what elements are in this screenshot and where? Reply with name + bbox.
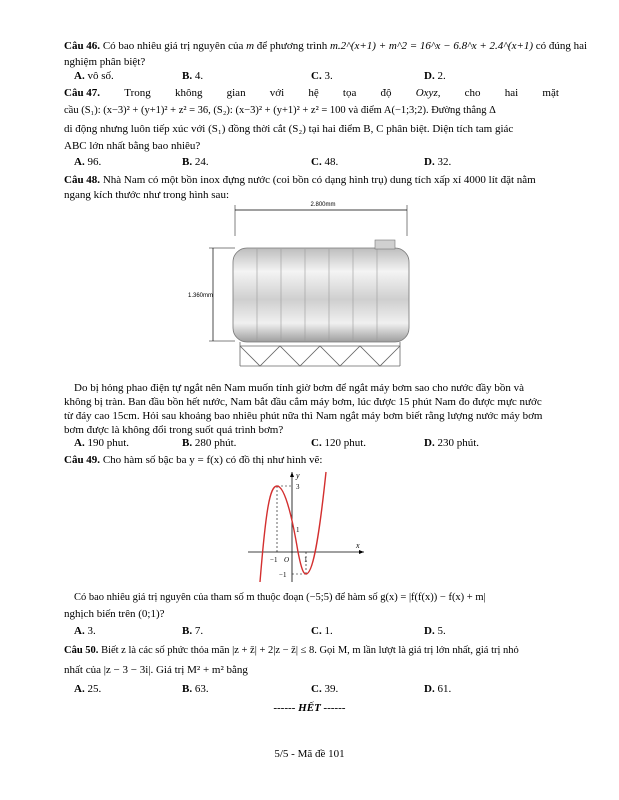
cubic-function-graph xyxy=(240,468,370,586)
q46-text1: Có bao nhiêu giá trị nguyên của xyxy=(102,40,244,52)
function-curve xyxy=(260,472,326,582)
q46-option-a[interactable]: A. vô số. xyxy=(74,70,114,82)
tick-y-3: 3 xyxy=(296,483,300,491)
q50-option-c[interactable]: C. 39. xyxy=(311,683,339,695)
q49-option-a[interactable]: A. 3. xyxy=(74,625,96,637)
q46-head: Câu 46. xyxy=(64,40,101,52)
q46-line1 xyxy=(64,39,588,53)
q47-word: độ xyxy=(380,87,392,99)
q47-word: Oxyz, xyxy=(415,87,441,99)
q48-para3: từ đáy cao 15cm. Hỏi sau khoảng bao nhiêu phút nữa thì Nam ngắt máy bơm biết rằng lượng nước máy bơm xyxy=(64,410,543,422)
q48-options xyxy=(74,437,574,451)
tank-stand xyxy=(240,342,400,366)
width-dimension-label: 2.800mm xyxy=(310,202,336,208)
q47-option-a[interactable]: A. 96. xyxy=(74,156,102,168)
q47-option-c[interactable]: C. 48. xyxy=(311,156,339,168)
q48-text1: Nhà Nam có một bồn inox đựng nước (coi bồn có dạng hình trụ) dung tích xấp xỉ 4000 lít đặt nằm xyxy=(102,174,536,186)
origin-label: O xyxy=(284,556,290,564)
q50-line1 xyxy=(64,644,559,658)
q49-option-d[interactable]: D. 5. xyxy=(424,625,446,637)
tick-y-1: 1 xyxy=(296,526,300,534)
q47-word: cho xyxy=(464,87,481,99)
q46-equation: m.2^(x+1) + m^2 = 16^x − 6.8^x + 2.4^(x+1) xyxy=(329,40,534,52)
height-dimension-label: 1.360mm xyxy=(188,293,214,299)
q50-option-a[interactable]: A. 25. xyxy=(74,683,102,695)
q48-para4: bơm được là không đổi trong suốt quá trình bơm? xyxy=(64,424,284,436)
q46-text2: để phương trình xyxy=(256,40,328,52)
q48-para2: không bị tràn. Ban đầu bồn hết nước, Nam bắt đầu cắm máy bơm, lúc được 15 phút Nam đo được mực nước xyxy=(64,396,542,408)
y-axis-arrow xyxy=(290,472,294,477)
q47-word: gian xyxy=(226,87,246,99)
q49-option-b[interactable]: B. 7. xyxy=(182,625,204,637)
q49-option-c[interactable]: C. 1. xyxy=(311,625,333,637)
q47-word: tọa xyxy=(342,87,357,99)
q47-option-b[interactable]: B. 24. xyxy=(182,156,209,168)
q46-options xyxy=(74,70,574,84)
q48-head: Câu 48. xyxy=(64,174,101,186)
q48-line2: ngang kích thước như trong hình sau: xyxy=(64,189,229,201)
q47-line1 xyxy=(64,86,559,100)
q48-option-d[interactable]: D. 230 phút. xyxy=(424,437,480,449)
q50-text1: Biết z là các số phức thỏa mãn |z + z̄| + 2|z − z̄| ≤ 8. Gọi M, m lần lượt là giá trị lớn nhất, giá trị nhỏ xyxy=(101,645,519,656)
q47-options xyxy=(74,156,574,170)
q46-option-b[interactable]: B. 4. xyxy=(182,70,204,82)
q47-line2: cầu (S₁): (x−3)² + (y+1)² + z² = 36, (S₂): (x−3)² + (y+1)² + z² = 100 và điểm A(−1;3;2). Đường thẳng Δ xyxy=(64,105,496,116)
q46-option-c[interactable]: C. 3. xyxy=(311,70,333,82)
q47-word: mặt xyxy=(542,87,559,99)
end-mark: ------ HẾT ------ xyxy=(273,702,346,714)
q47-line4: ABC lớn nhất bằng bao nhiêu? xyxy=(64,140,201,152)
q46-option-d[interactable]: D. 2. xyxy=(424,70,446,82)
q47-head: Câu 47. xyxy=(64,87,101,99)
q49-line1 xyxy=(64,453,559,467)
x-axis-arrow xyxy=(359,550,364,554)
tick-x-minus-1: −1 xyxy=(270,556,278,564)
q49-line2: Có bao nhiêu giá trị nguyên của tham số m thuộc đoạn (−5;5) để hàm số g(x) = |f(f(x)) − f(x) + m| xyxy=(74,592,486,603)
q49-line3: nghịch biến trên (0;1)? xyxy=(64,608,165,620)
q49-options xyxy=(74,625,574,639)
q50-head: Câu 50. xyxy=(64,645,99,656)
page-footer: 5/5 - Mã đề 101 xyxy=(274,748,345,760)
q47-word: không xyxy=(174,87,203,99)
q47-word: Trong xyxy=(124,87,151,99)
q46-line2: nghiệm phân biệt? xyxy=(64,56,146,68)
q50-option-d[interactable]: D. 61. xyxy=(424,683,452,695)
q47-word: hệ xyxy=(308,87,319,99)
graph-guides xyxy=(277,486,306,574)
q47-word: hai xyxy=(504,87,519,99)
q48-para1: Do bị hỏng phao điện tự ngắt nên Nam muốn tính giờ bơm để ngắt máy bơm sao cho nước đầy bồn và xyxy=(74,382,525,394)
q49-text1: Cho hàm số bậc ba y = f(x) có đồ thị như hình vẽ: xyxy=(102,454,323,466)
q48-line1 xyxy=(64,173,559,187)
q50-options xyxy=(74,683,574,697)
water-tank-figure xyxy=(185,196,435,376)
q46-var-m: m xyxy=(246,40,255,52)
tick-x-1: 1 xyxy=(304,556,308,564)
q46-text3: có đúng hai xyxy=(535,40,588,52)
q50-line2: nhất của |z − 3 − 3i|. Giá trị M² + m² bằng xyxy=(64,664,248,676)
q48-option-b[interactable]: B. 280 phút. xyxy=(182,437,237,449)
q47-option-d[interactable]: D. 32. xyxy=(424,156,452,168)
tick-y-minus-1: −1 xyxy=(279,571,287,579)
q47-word: với xyxy=(269,87,285,99)
q47-line3: di động nhưng luôn tiếp xúc với (S₁) đồng thời cắt (S₂) tại hai điểm B, C phân biệt. Diện tích tam giác xyxy=(64,123,514,135)
x-axis-label: x xyxy=(356,541,360,550)
q50-option-b[interactable]: B. 63. xyxy=(182,683,209,695)
tank-body xyxy=(233,248,409,342)
q49-head: Câu 49. xyxy=(64,454,101,466)
tank-lid xyxy=(375,240,395,249)
y-axis-label: y xyxy=(296,471,300,480)
q48-option-c[interactable]: C. 120 phut. xyxy=(311,437,367,449)
q48-option-a[interactable]: A. 190 phut. xyxy=(74,437,130,449)
